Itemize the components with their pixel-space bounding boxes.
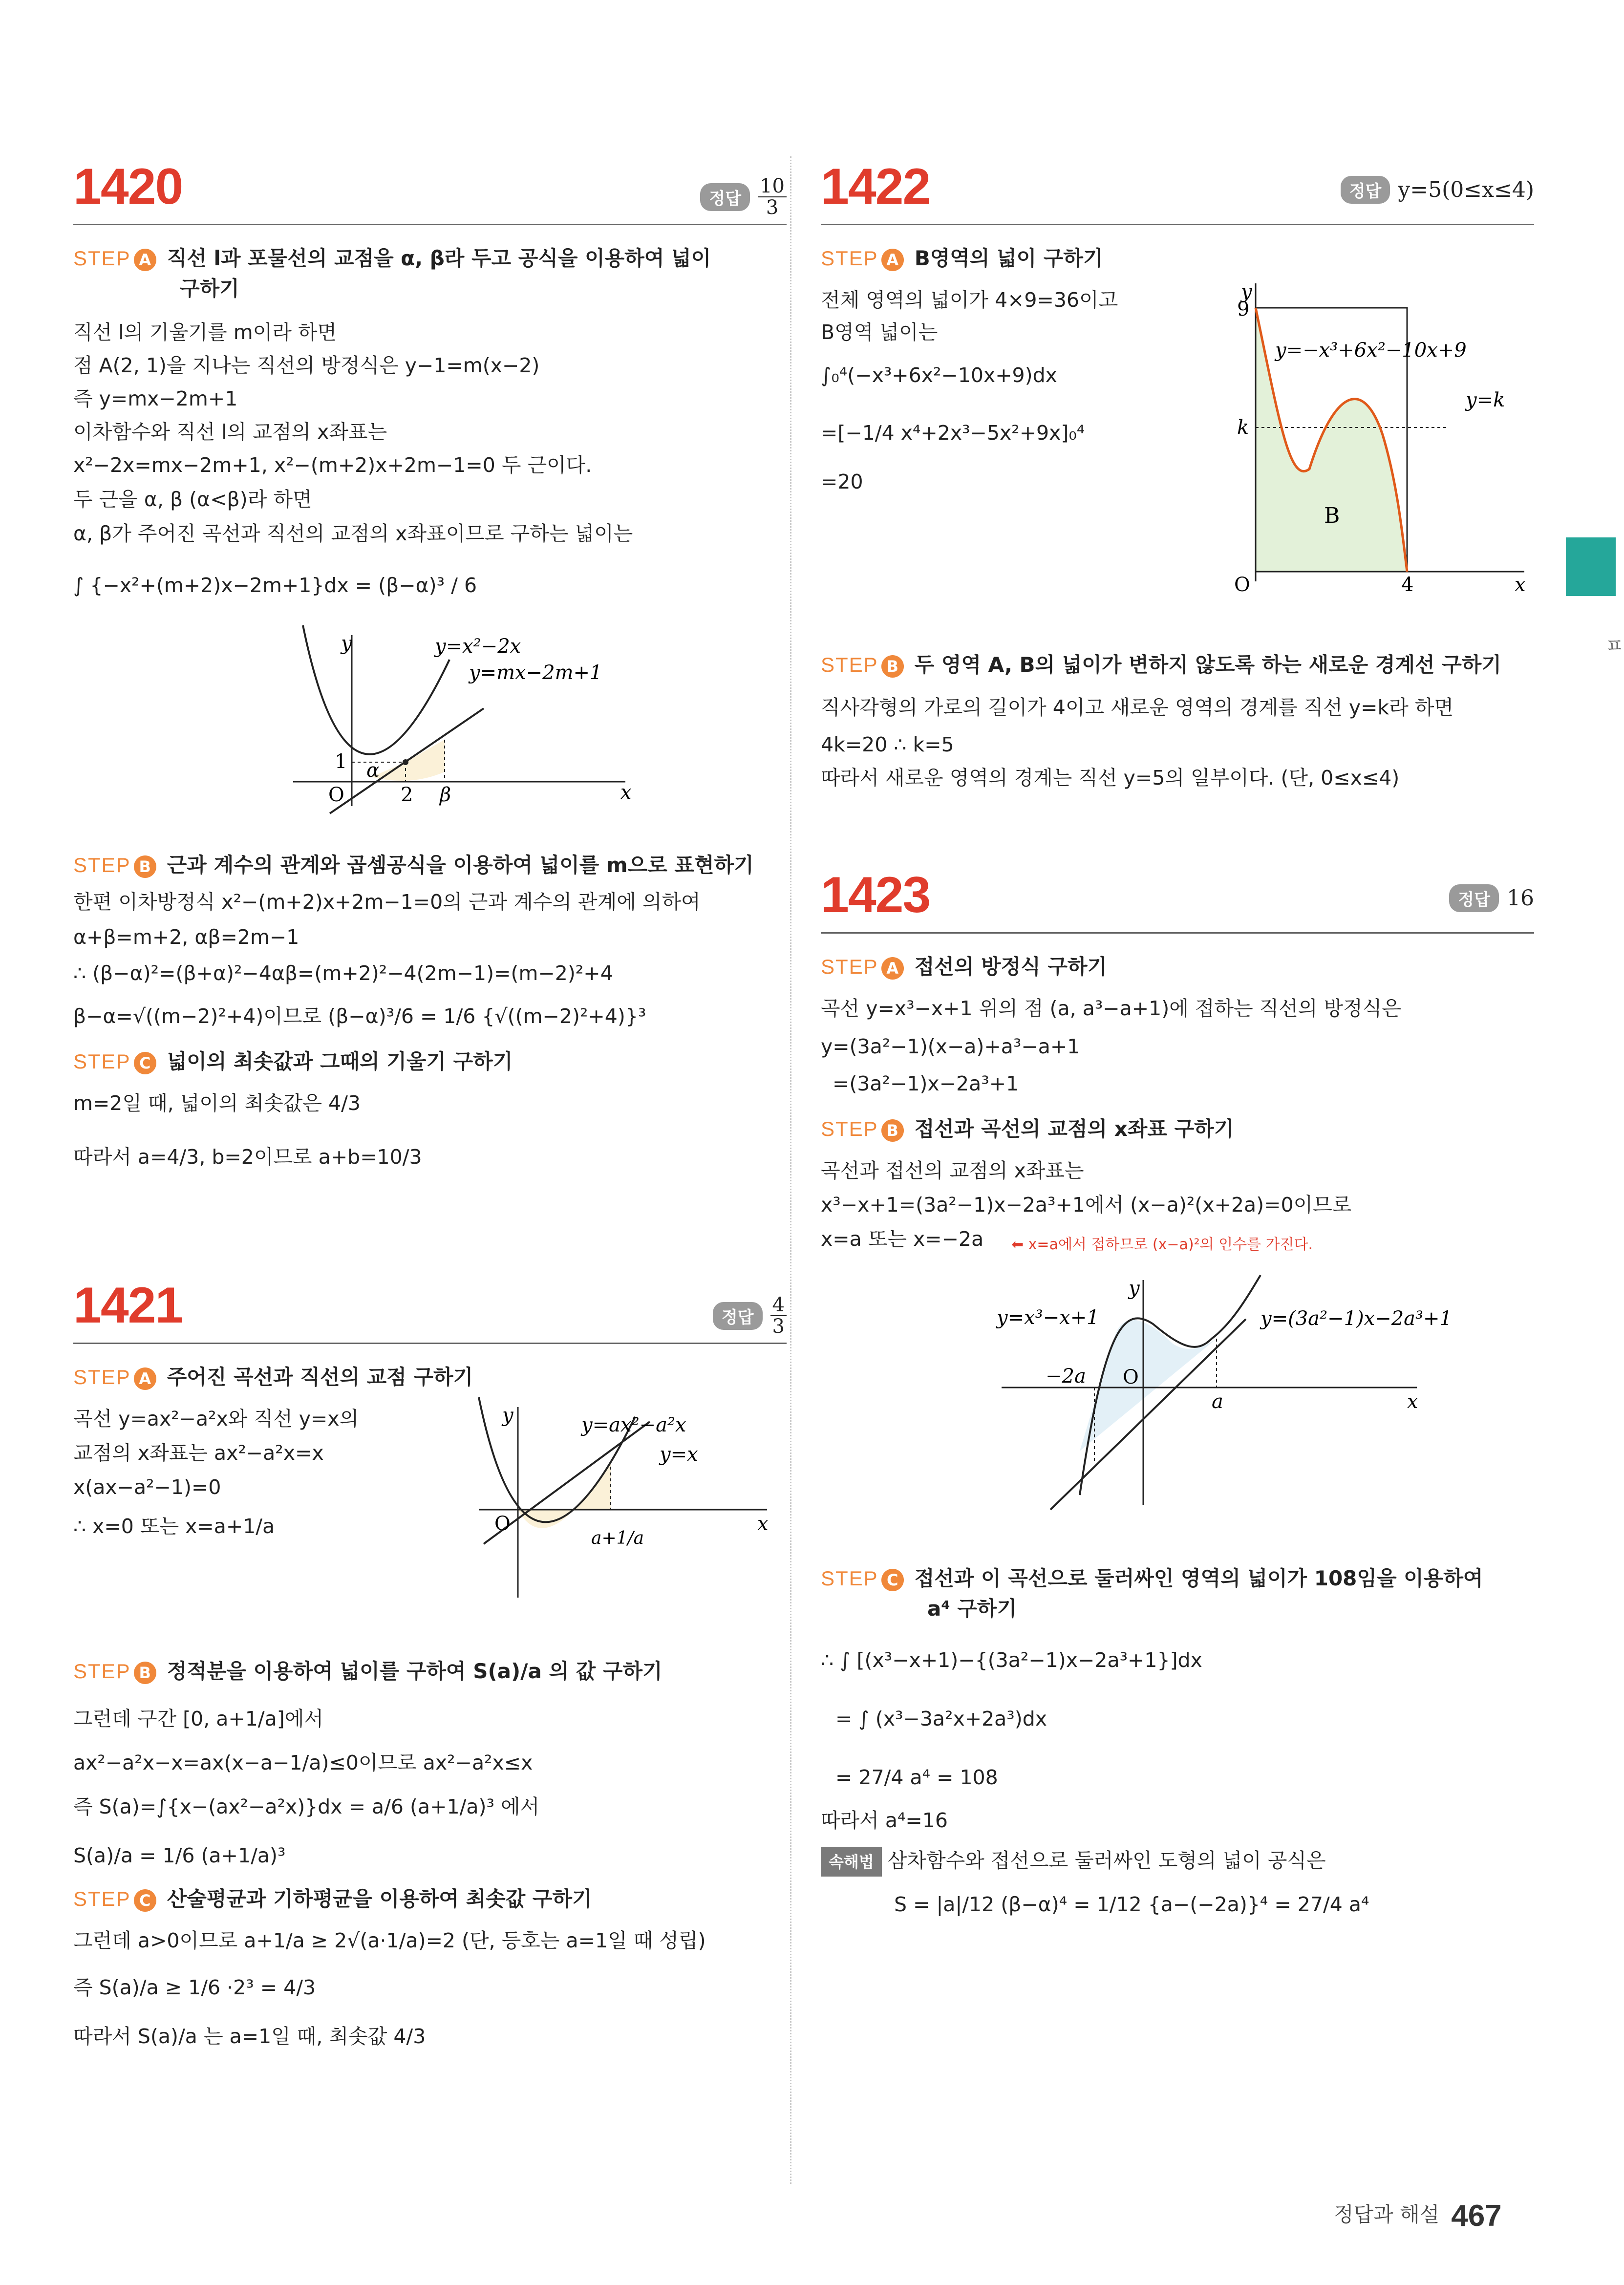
text-line: ax²−a²x−x=ax(x−a−1/a)≤0이므로 ax²−a²x≤x: [73, 1751, 533, 1774]
graph-label: x: [1407, 1390, 1418, 1413]
page-footer: [1334, 2199, 1502, 2233]
text-line: 두 근을 α, β (α<β)라 하면: [73, 488, 312, 511]
side-chapter-tab[interactable]: [1566, 537, 1616, 596]
title-rule: [73, 1343, 787, 1344]
graph-label: B: [1324, 503, 1340, 528]
text-line: y=(3a²−1)(x−a)+a³−a+1: [821, 1035, 1080, 1058]
text-line: =[−1/4 x⁴+2x³−5x²+9x]₀⁴: [821, 421, 1085, 445]
text-line: 교점의 x좌표는 ax²−a²x=x: [73, 1441, 324, 1465]
graph-label: y: [502, 1404, 513, 1427]
text-line: ∫₀⁴(−x³+6x²−10x+9)dx: [821, 363, 1057, 387]
text-line: 즉 S(a)=∫{x−(ax²−a²x)}dx = a/6 (a+1/a)³ 에서: [73, 1795, 540, 1818]
text-line: α+β=m+2, αβ=2m−1: [73, 925, 299, 949]
text-line: 따라서 새로운 영역의 경계는 직선 y=5의 일부이다. (단, 0≤x≤4): [821, 766, 1400, 790]
graph-label: k: [1237, 416, 1249, 439]
text-line: 곡선 y=ax²−a²x와 직선 y=x의: [73, 1407, 359, 1431]
graph-label: x: [757, 1513, 769, 1535]
column-divider: [790, 156, 791, 2184]
answer-badge: 정답: [713, 1302, 763, 1330]
answer-box: [1449, 884, 1534, 912]
text-line: S = |a|/12 (β−α)⁴ = 1/12 {a−(−2a)}⁴ = 27/4 a⁴: [894, 1893, 1369, 1916]
graph-label: 1: [335, 750, 347, 773]
text-line: S(a)/a = 1/6 (a+1/a)³: [73, 1844, 286, 1867]
graph-label: O: [328, 784, 344, 806]
text-line: 한편 이차방정식 x²−(m+2)x+2m−1=0의 근과 계수의 관계에 의하여: [73, 890, 701, 914]
text-line: 그런데 구간 [0, a+1/a]에서: [73, 1707, 323, 1730]
text-line: 즉 y=mx−2m+1: [73, 387, 238, 410]
text-line: 따라서 a⁴=16: [821, 1809, 948, 1832]
text-line: α, β가 주어진 곡선과 직선의 교점의 x좌표이므로 구하는 넓이는: [73, 522, 633, 545]
text-line: ∴ ∫ [(x³−x+1)−{(3a²−1)x−2a³+1}]dx: [821, 1648, 1202, 1672]
graph-label: α: [366, 759, 380, 782]
problem-number: 1420: [73, 158, 183, 215]
problem-number: 1422: [821, 158, 930, 215]
step-c-heading: STEP C 산술평균과 기하평균을 이용하여 최솟값 구하기: [73, 1887, 592, 1911]
step-b-heading: STEP B 정적분을 이용하여 넓이를 구하여 S(a)/a 의 값 구하기: [73, 1659, 662, 1683]
graph-label: x: [1515, 574, 1526, 596]
graph-1421: [474, 1402, 777, 1607]
graph-label: O: [1123, 1366, 1139, 1388]
graph-label: O: [1234, 574, 1250, 596]
text-line: 따라서 a=4/3, b=2이므로 a+b=10/3: [73, 1145, 422, 1169]
step-b-heading: STEP B 접선과 곡선의 교점의 x좌표 구하기: [821, 1117, 1234, 1141]
title-rule: [821, 932, 1534, 934]
graph-label: y=mx−2m+1: [469, 662, 602, 684]
graph-label: a: [1212, 1390, 1223, 1413]
quick-method: 속해법 삼차함수와 접선으로 둘러싸인 도형의 넓이 공식은: [821, 1847, 1326, 1877]
text-line: 그런데 a>0이므로 a+1/a ≥ 2√(a·1/a)=2 (단, 등호는 a=1일 때 성립): [73, 1929, 706, 1952]
graph-label: a+1/a: [591, 1528, 644, 1548]
answer-box: [700, 176, 787, 218]
graph-label: y: [341, 632, 352, 655]
graph-label: x: [620, 781, 632, 804]
page-number: 467: [1451, 2199, 1502, 2233]
footer-label: 정답과 해설: [1334, 2202, 1440, 2226]
text-line: x³−x+1=(3a²−1)x−2a³+1에서 (x−a)²(x+2a)=0이므로: [821, 1193, 1352, 1217]
text-line: m=2일 때, 넓이의 최솟값은 4/3: [73, 1091, 361, 1115]
text-line: = ∫ (x³−3a²x+2a³)dx: [835, 1707, 1047, 1730]
text-line: 즉 S(a)/a ≥ 1/6 ·2³ = 4/3: [73, 1976, 316, 1999]
text-line: =(3a²−1)x−2a³+1: [833, 1072, 1019, 1095]
text-line: = 27/4 a⁴ = 108: [835, 1766, 998, 1789]
problem-number: 1423: [821, 867, 930, 923]
graph-label: 9: [1237, 298, 1250, 320]
text-line: ∴ (β−α)²=(β+α)²−4αβ=(m+2)²−4(2m−1)=(m−2)²+4: [73, 961, 613, 985]
answer-badge: 정답: [1341, 176, 1390, 204]
graph-label: 2: [401, 784, 413, 806]
text-line: 곡선 y=x³−x+1 위의 점 (a, a³−a+1)에 접하는 직선의 방정식은: [821, 997, 1401, 1020]
quick-method-badge: 속해법: [821, 1847, 882, 1877]
text-line: 4k=20 ∴ k=5: [821, 733, 954, 756]
answer-badge: 정답: [700, 183, 750, 211]
graph-label: y=ax²−a²x: [581, 1414, 686, 1436]
side-tab-text: ㅍ: [1605, 635, 1624, 657]
side-note: ⬅ x=a에서 접하므로 (x−a)²의 인수를 가진다.: [1011, 1236, 1313, 1253]
text-line: β−α=√((m−2)²+4)이므로 (β−α)³/6 = 1/6 {√((m−2)²+4)}³: [73, 1004, 646, 1028]
step-a-heading: STEP A 직선 l과 포물선의 교점을 α, β라 두고 공식을 이용하여 넓이 구하기: [73, 246, 711, 300]
graph-label: y=x: [660, 1443, 698, 1466]
answer-fraction: $\frac{4}{3}$: [770, 1295, 787, 1337]
graph-label: β: [440, 784, 451, 806]
text-line: 따라서 S(a)/a 는 a=1일 때, 최솟값 4/3: [73, 2025, 426, 2048]
text-line: 전체 영역의 넓이가 4×9=36이고: [821, 288, 1118, 312]
graph-label: O: [494, 1513, 511, 1535]
answer-text: 16: [1507, 886, 1534, 911]
text-line: x²−2x=mx−2m+1, x²−(m+2)x+2m−1=0 두 근이다.: [73, 453, 592, 477]
step-a-heading: STEP A 주어진 곡선과 직선의 교점 구하기: [73, 1365, 473, 1389]
graph-1423: [997, 1270, 1485, 1510]
integral-formula: ∫ {−x²+(m+2)x−2m+1}dx = (β−α)³ / 6: [73, 574, 477, 597]
answer-badge: 정답: [1449, 884, 1499, 912]
answer-box: [713, 1295, 787, 1337]
graph-label: y=k: [1466, 389, 1505, 411]
answer-fraction: $\frac{10}{3}$: [758, 176, 787, 218]
graph-label: y=x²−2x: [435, 635, 521, 658]
text-line: 점 A(2, 1)을 지나는 직선의 방정식은 y−1=m(x−2): [73, 354, 540, 377]
text-line: =20: [821, 470, 863, 493]
graph-label: y=−x³+6x²−10x+9: [1275, 339, 1467, 362]
text-line: 이차함수와 직선 l의 교점의 x좌표는: [73, 420, 387, 444]
problem-number: 1421: [73, 1277, 183, 1334]
step-c-heading: STEP C 넓이의 최솟값과 그때의 기울기 구하기: [73, 1049, 513, 1073]
text-line: B영역 넓이는: [821, 320, 938, 344]
title-rule: [821, 224, 1534, 225]
text-line: 곡선과 접선의 교점의 x좌표는: [821, 1159, 1084, 1182]
step-c-heading: STEP C 접선과 이 곡선으로 둘러싸인 영역의 넓이가 108임을 이용하여 a⁴ 구하기: [821, 1566, 1483, 1621]
graph-label: 4: [1401, 574, 1414, 596]
step-b-heading: STEP B 두 영역 A, B의 넓이가 변하지 않도록 하는 새로운 경계선 구하기: [821, 653, 1501, 677]
text-line: 직선 l의 기울기를 m이라 하면: [73, 320, 337, 344]
graph-1420: [283, 630, 635, 816]
text-line: ∴ x=0 또는 x=a+1/a: [73, 1515, 275, 1538]
text-line: 직사각형의 가로의 길이가 4이고 새로운 영역의 경계를 직선 y=k라 하면: [821, 696, 1454, 719]
graph-label: y: [1241, 280, 1252, 303]
graph-label: y: [1129, 1277, 1140, 1300]
answer-text: y=5(0≤x≤4): [1398, 177, 1534, 202]
text-line: x=a 또는 x=−2a: [821, 1227, 984, 1251]
step-a-heading: STEP A 접선의 방정식 구하기: [821, 955, 1108, 979]
graph-1422: [1221, 278, 1534, 596]
step-b-heading: STEP B 근과 계수의 관계와 곱셈공식을 이용하여 넓이를 m으로 표현하기: [73, 853, 754, 877]
text-line: x(ax−a²−1)=0: [73, 1475, 221, 1499]
step-a-heading: STEP A B영역의 넓이 구하기: [821, 246, 1103, 270]
graph-label: y=x³−x+1: [997, 1306, 1099, 1329]
title-rule: [73, 224, 787, 225]
answer-box: [1341, 176, 1534, 204]
graph-label: −2a: [1046, 1365, 1086, 1388]
graph-label: y=(3a²−1)x−2a³+1: [1261, 1307, 1452, 1330]
